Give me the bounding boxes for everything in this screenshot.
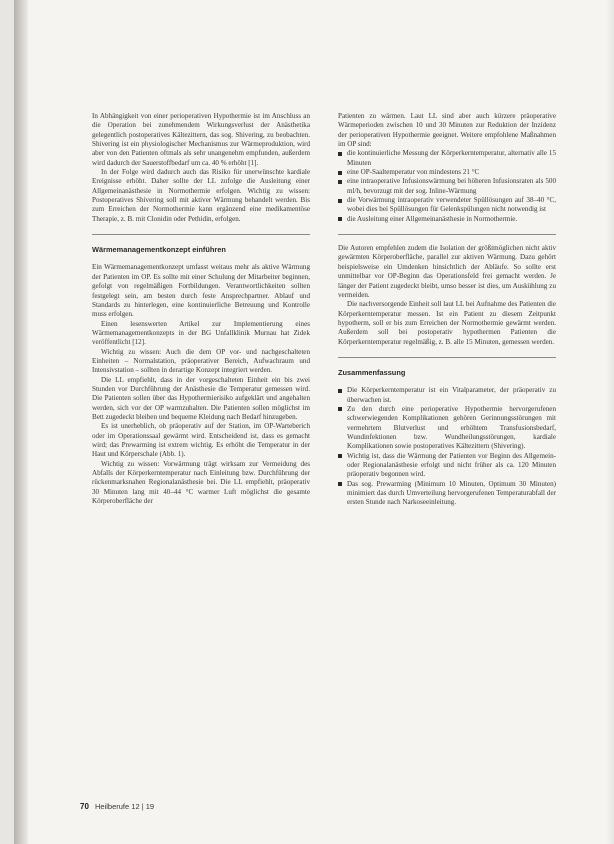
page-spine-shadow <box>14 0 28 844</box>
paragraph: Einen lesenswerten Artikel zur Implementierung eines Wärmemanagementkonzepts in der BG Unfallklinik Murnau hat Zidek veröffentlicht [12]. <box>92 319 310 347</box>
recommendation-list <box>338 149 556 224</box>
list-item: eine intraoperative Infusionswärmung bei höheren Infusionsraten als 500 ml/h, bevorzugt mit der sog. Inline-Wärmung <box>338 177 556 196</box>
section-heading: Wärmemanagementkonzept einführen <box>92 245 226 255</box>
list-item: die Vorwärmung intraoperativ verwendeter Spüllösungen auf 38–40 °C, wobei dies bei Spüllösungen für Gelenkspülungen nicht notwendig ist <box>338 196 556 215</box>
section-divider <box>338 234 556 235</box>
paragraph: Ein Wärmemanagementkonzept umfasst weitaus mehr als aktive Wärmung der Patienten im OP. Es sollte mit einer Schulung der Mitarbeiter beginnen, gefolgt von regelmäßigen Fortbildungen. Verantwortlichkeiten sollten festgelegt sein, am besten durch feste Ansprechpartner. Ablauf und Standards zu hinterlegen, eine kontinuierliche Betreuung und Kontrolle muss erfolgen. <box>92 263 310 319</box>
list-item: die Ausleitung einer Allgemeinanästhesie in Normothermie. <box>338 215 556 224</box>
section-divider <box>338 357 556 358</box>
summary-list <box>338 386 556 507</box>
paragraph: Die LL empfiehlt, dass in der vorgeschalteten Einheit ein bis zwei Stunden vor Durchführung der Anästhesie die Temperatur gemessen wird. Die Patienten sollen über das Hypothermierisiko aufgeklärt und angehalten werden, sich vor der OP warmzuhalten. Die Patienten sollen möglichst im Bett zugedeckt bleiben und bequeme Kleidung nach Bedarf hinzugeben. <box>92 375 310 421</box>
paragraph: Es ist unerheblich, ob präoperativ auf der Station, im OP-Warteberich oder im Operationssaal gewärmt wird. Entscheidend ist, dass es gemacht wird; das Prewarming ist extrem wichtig. Es erhöht die Temperatur in der Haut und Körperschale (Abb. 1). <box>92 422 310 459</box>
paragraph: Patienten zu wärmen. Laut LL sind aber auch kürzere präoperative Wärmeperioden zwischen 10 und 30 Minuten zur Reduktion der Inzidenz der perioperativen Hypothermie geeignet. Weitere empfohlene Maßnahmen im OP sind: <box>338 112 556 149</box>
list-item: Das sog. Prewarming (Minimum 10 Minuten, Optimum 30 Minuten) minimiert das durch Umverteilung hervorgerufenen Temperaturabfall der ersten Stunde nach Narkoseeinleitung. <box>338 480 556 508</box>
list-item: die kontinuierliche Messung der Körperkerntemperatur, alternativ alle 15 Minuten <box>338 149 556 168</box>
paragraph: Die Autoren empfehlen zudem die Isolation der größtmöglichen nicht aktiv gewärmten Körperoberfläche, parallel zur aktiven Wärmung. Dazu gehört beispielsweise ein Umdenken hinsichtlich der Abläufe. So sollte erst unmittelbar vor OP-Beginn das Operationsfeld frei gemacht werden. Je länger der Patient zugedeckt bleibt, umso besser ist dies, um Auskühlung zu vermeiden. <box>338 244 556 299</box>
paragraph: Wichtig zu wissen: Auch die dem OP vor- und nachgeschalteten Einheiten – Normalstation, präoperativer Bereich, Aufwachraum und Intensivstation – sollten in derartige Konzept integriert werden. <box>92 347 310 375</box>
paragraph: Die nachversorgende Einheit soll laut LL bei Aufnahme des Patienten die Körperkerntemperatur messen. Ist ein Patient zu diesem Zeitpunkt hypotherm, soll er bis zum Erreichen der Normothermie gewärmt werden. Außerdem soll bei postoperativ hypothermen Patienten die Körperkerntemperatur regelmäßig, z. B. alle 15 Minuten, gemessen werden. <box>338 300 556 346</box>
paragraph: In Abhängigkeit von einer perioperativen Hypothermie ist im Anschluss an die Operation bei zunehmendem Wirkungsverlust der Anästhetika gelegentlich postoperatives Kältezittern, das sog. Shivering, zu beobachten. Shivering ist ein physiologischer Mechanismus zur Wärmeproduktion, wird aber von den Patienten oftmals als sehr unangenehm empfunden, außerdem wird dadurch der Sauerstoffbedarf um ca. 40 % erhöht [1]. <box>92 112 310 167</box>
list-item: eine OP-Saaltemperatur von mindestens 21 °C <box>338 168 556 177</box>
list-item: Wichtig ist, dass die Wärmung der Patienten vor Beginn des Allgemein- oder Regionalanästhesie erfolgt und nicht früher als ca. 120 Minuten präoperativ begonnen wird. <box>338 452 556 480</box>
section-divider <box>92 234 310 235</box>
page-footer <box>80 802 154 811</box>
page <box>14 0 614 844</box>
journal-name: Heilberufe 12 | 19 <box>95 802 155 811</box>
right-column <box>338 112 556 508</box>
list-item: Zu den durch eine perioperative Hypothermie hervorgerufenen schwerwiegenden Komplikationen gehören Gerinnungsstörungen mit vermehrtem Blutverlust und erhöhtem Transfusionsbedarf, Wundinfektionen bzw. Wundheilungsstörungen, kardiale Komplikationen sowie postoperatives Kältezittern (Shivering). <box>338 405 556 452</box>
section-heading: Zusammenfassung <box>338 367 406 377</box>
left-column <box>92 112 310 506</box>
page-edge-shadow <box>606 0 614 844</box>
paragraph: In der Folge wird dadurch auch das Risiko für unerwünschte kardiale Ereignisse erhöht. Daher sollte der LL zufolge die Ausleitung einer Allgemeinanästhesie in Normothermie erfolgen. Wichtig zu wissen: Postoperatives Shivering soll mit aktiver Wärmung behandelt werden. Bis zum Erreichen der Normothermie kann ergänzend eine medikamentöse Therapie, z. B. mit Clonidin oder Pethidin, erfolgen. <box>92 168 310 223</box>
paragraph: Wichtig zu wissen: Vorwärmung trägt wirksam zur Vermeidung des Abfalls der Körperkerntemperatur nach Einleitung bzw. Durchführung der rückenmarksnahen Regionalanästhesie bei. Die LL empfiehlt, präoperativ 30 Minuten lang mit 40–44 °C warmer Luft möglichst die gesamte Körperoberfläche der <box>92 459 310 506</box>
list-item: Die Körperkerntemperatur ist ein Vitalparameter, der präoperativ zu überwachen ist. <box>338 386 556 405</box>
page-number: 70 <box>80 802 89 811</box>
